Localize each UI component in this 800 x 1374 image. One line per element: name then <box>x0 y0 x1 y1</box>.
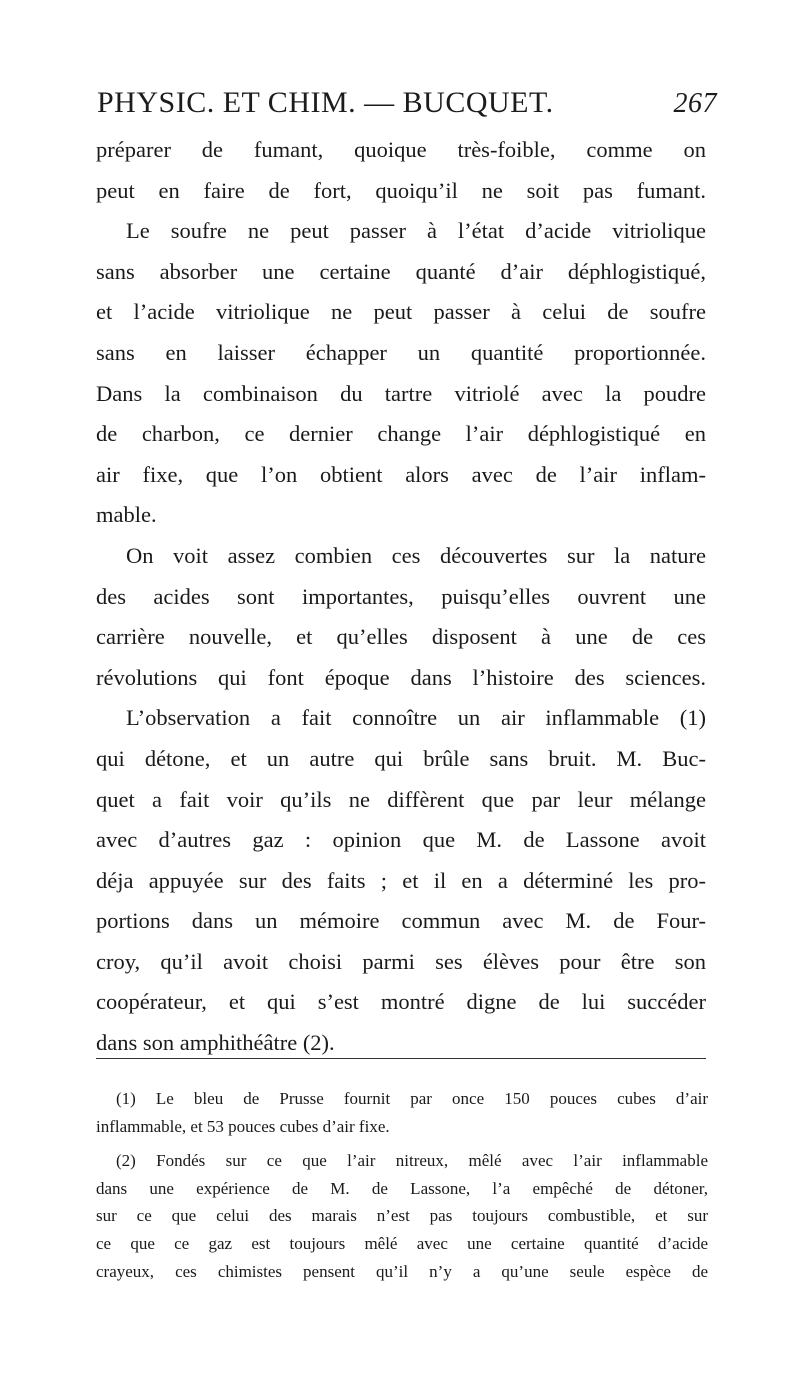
text-line: quet a fait voir qu’ils ne diffèrent que par leur mélange <box>96 786 706 812</box>
text-line: L’observation a fait connoître un air inflammable (1) <box>126 705 706 731</box>
text-line: révolutions qui font époque dans l’histoire des sciences. <box>96 664 706 690</box>
text-line: préparer de fumant, quoique très-foible, comme on <box>96 137 706 162</box>
text-line: avec d’autres gaz : opinion que M. de Lassone avoit <box>96 827 706 853</box>
text-line: peut en faire de fort, quoiqu’il ne soit pas fumant. <box>96 177 706 203</box>
text-line: sans absorber une certaine quanté d’air déphlogistiqué, <box>96 258 706 284</box>
running-head <box>97 86 717 120</box>
main-text <box>96 130 706 1064</box>
text-line: croy, qu’il avoit choisi parmi ses élèves pour être son <box>96 948 706 974</box>
running-head-title: PHYSIC. ET CHIM. — BUCQUET. <box>97 86 554 119</box>
text-line: dans son amphithéâtre (2). <box>96 1030 335 1056</box>
text-line: air fixe, que l’on obtient alors avec de l’air inflam- <box>96 461 706 487</box>
footnote-1 <box>96 1085 708 1140</box>
footnote-line: ce que ce gaz est toujours mêlé avec une certaine quantité d’acide <box>96 1233 708 1253</box>
text-line: Dans la combinaison du tartre vitriolé avec la poudre <box>96 380 706 406</box>
footnote-line: dans une expérience de M. de Lassone, l’a empêché de détoner, <box>96 1178 708 1198</box>
footnote-line: inflammable, et 53 pouces cubes d’air fixe. <box>96 1116 390 1136</box>
text-line: qui détone, et un autre qui brûle sans bruit. M. Buc- <box>96 745 706 771</box>
text-line: et l’acide vitriolique ne peut passer à celui de soufre <box>96 299 706 325</box>
text-line: coopérateur, et qui s’est montré digne de lui succéder <box>96 989 706 1015</box>
text-line: Le soufre ne peut passer à l’état d’acide vitriolique <box>126 218 706 244</box>
footnote-line: (1) Le bleu de Prusse fournit par once 150 pouces cubes d’air <box>116 1089 708 1108</box>
text-line: On voit assez combien ces découvertes sur la nature <box>126 542 706 568</box>
footnote-2 <box>96 1147 708 1285</box>
text-line: sans en laisser échapper un quantité proportionnée. <box>96 339 706 365</box>
text-line: mable. <box>96 502 157 528</box>
footnotes <box>96 1085 708 1292</box>
footnote-line: crayeux, ces chimistes pensent qu’il n’y a qu’une seule espèce de <box>96 1261 708 1281</box>
text-line: de charbon, ce dernier change l’air déphlogistiqué en <box>96 421 706 447</box>
footnote-line: (2) Fondés sur ce que l’air nitreux, mêlé avec l’air inflammable <box>116 1151 708 1171</box>
text-line: carrière nouvelle, et qu’elles disposent à une de ces <box>96 624 706 650</box>
text-line: portions dans un mémoire commun avec M. de Four- <box>96 908 706 934</box>
footnote-line: sur ce que celui des marais n’est pas toujours combustible, et sur <box>96 1206 708 1226</box>
page-number: 267 <box>673 88 717 119</box>
text-line: des acides sont importantes, puisqu’elles ouvrent une <box>96 583 706 609</box>
footnote-divider <box>96 1058 706 1059</box>
text-line: déja appuyée sur des faits ; et il en a déterminé les pro- <box>96 867 706 893</box>
